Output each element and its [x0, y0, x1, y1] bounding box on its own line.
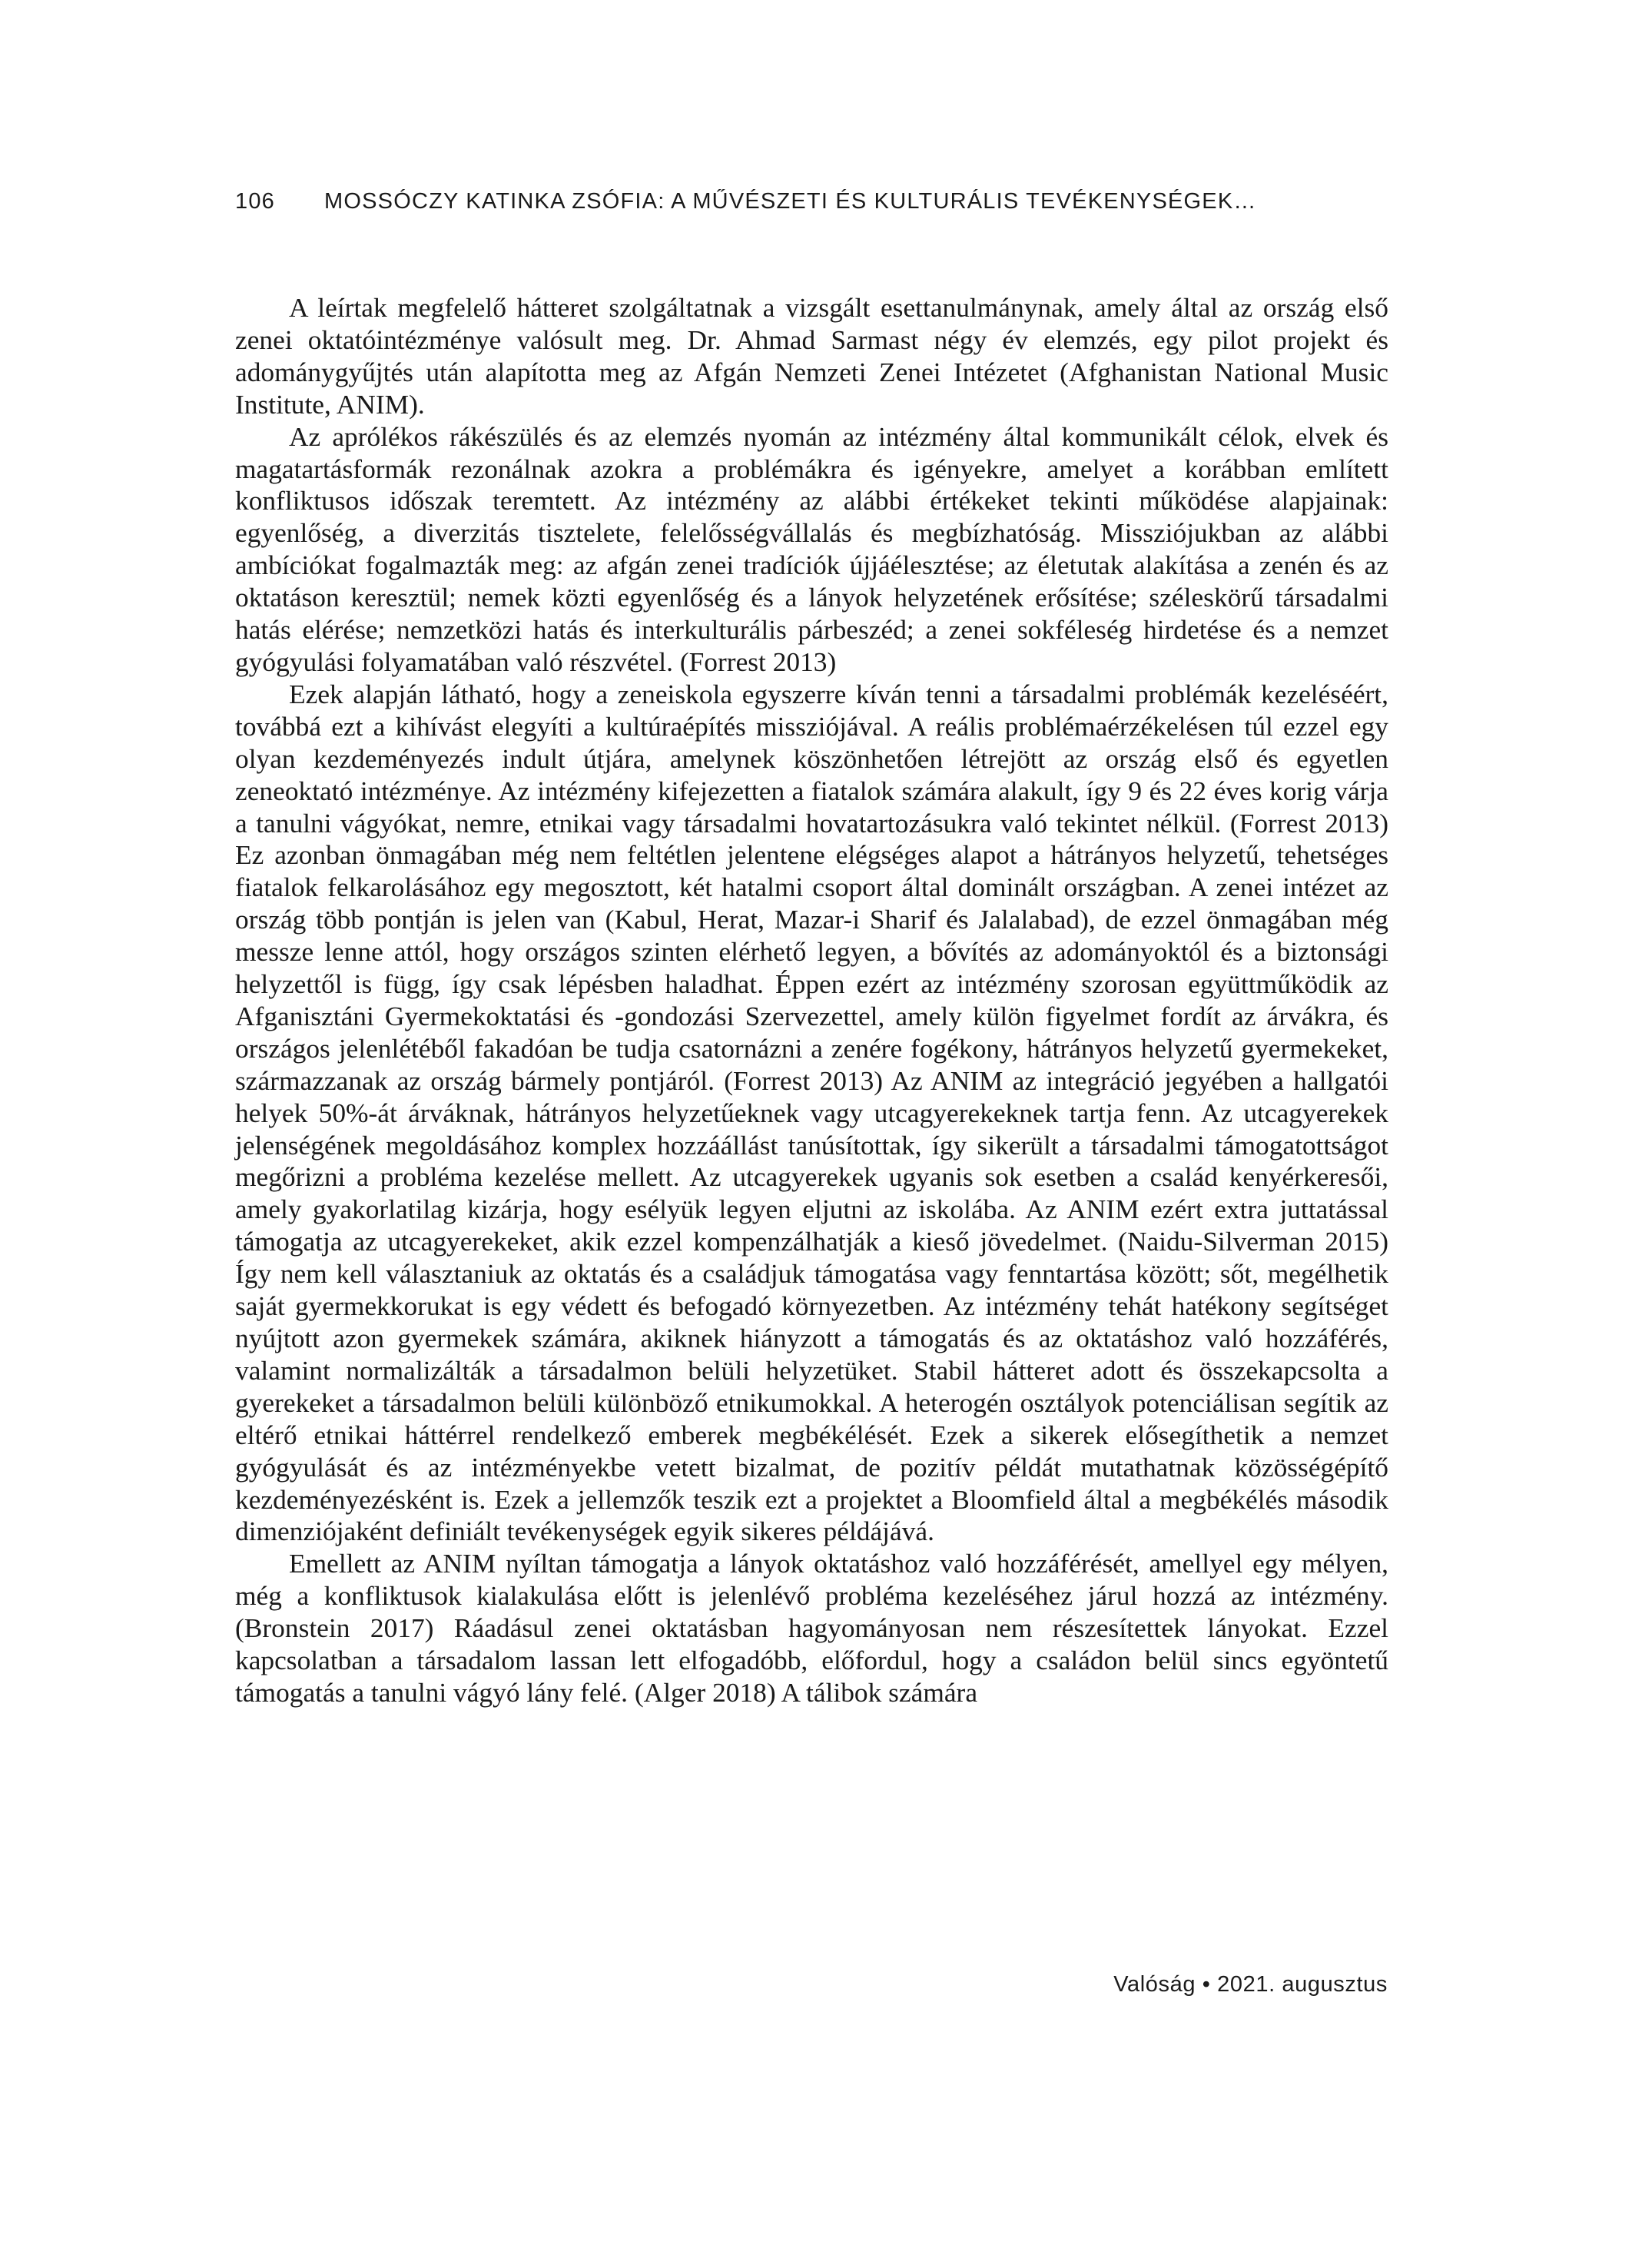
- body-paragraph: Az aprólékos rákészülés és az elemzés nyomán az intézmény által kommunikált célok, elvek és magatartásformák rezonálnak azokra a problémákra és igényekre, amelyet a korábban említett konfliktusos időszak teremtett. Az intézmény az alábbi értékeket tekinti működése alapjainak: egyenlőség, a diverzitás tisztelete, felelősségvállalás és megbízhatóság. Missziójukban az alábbi ambíciókat fogalmazták meg: az afgán zenei tradíciók újjáélesztése; az életutak alakítása a zenén és az oktatáson keresztül; nemek közti egyenlőség és a lányok helyzetének erősítése; széleskörű társadalmi hatás elérése; nemzetközi hatás és interkulturális párbeszéd; a zenei sokféleség hirdetése és a nemzet gyógyulási folyamatában való részvétel. (Forrest 2013): [235, 420, 1388, 677]
- article-body: [235, 292, 1388, 1709]
- body-paragraph: Emellett az ANIM nyíltan támogatja a lányok oktatáshoz való hozzáférését, amellyel egy mélyen, még a konfliktusok kialakulása előtt is jelenlévő probléma kezeléséhez járul hozzá az intézmény. (Bronstein 2017) Ráadásul zenei oktatásban hagyományosan nem részesítettek lányokat. Ezzel kapcsolatban a társadalom lassan lett elfogadóbb, előfordul, hogy a családon belül sincs egyöntetű támogatás a tanulni vágyó lány felé. (Alger 2018) A tálibok számára: [235, 1548, 1388, 1708]
- running-title: MOSSÓCZY KATINKA ZSÓFIA: A MŰVÉSZETI ÉS KULTURÁLIS TEVÉKENYSÉGEK…: [324, 189, 1257, 214]
- page-number: 106: [235, 189, 275, 214]
- running-header: [235, 189, 1388, 214]
- body-paragraph: A leírtak megfelelő hátteret szolgáltatnak a vizsgált esettanulmánynak, amely által az ország első zenei oktatóintézménye valósult meg. Dr. Ahmad Sarmast négy év elemzés, egy pilot projekt és adománygyűjtés után alapította meg az Afgán Nemzeti Zenei Intézetet (Afghanistan National Music Institute, ANIM).: [235, 292, 1388, 420]
- running-footer: Valóság • 2021. augusztus: [1113, 1972, 1388, 1997]
- body-paragraph: Ezek alapján látható, hogy a zeneiskola egyszerre kíván tenni a társadalmi problémák kezeléséért, továbbá ezt a kihívást elegyíti a kultúraépítés missziójával. A reális problémaérzékelésen túl ezzel egy olyan kezdeményezés indult útjára, amelynek köszönhetően létrejött az ország első és egyetlen zeneoktató intézménye. Az intézmény kifejezetten a fiatalok számára alakult, így 9 és 22 éves korig várja a tanulni vágyókat, nemre, etnikai vagy társadalmi hovatartozásukra való tekintet nélkül. (Forrest 2013) Ez azonban önmagában még nem feltétlen jelentene elégséges alapot a hátrányos helyzetű, tehetséges fiatalok felkarolásához egy megosztott, két hatalmi csoport által dominált országban. A zenei intézet az ország több pontján is jelen van (Kabul, Herat, Mazar-i Sharif és Jalalabad), de ezzel önmagában még messze lenne attól, hogy országos szinten elérhető legyen, a bővítés az adományoktól és a biztonsági helyzettől is függ, így csak lépésben haladhat. Éppen ezért az intézmény szorosan együttműködik az Afganisztáni Gyermekoktatási és -gondozási Szervezettel, amely külön figyelmet fordít az árvákra, és országos jelenlétéből fakadóan be tudja csatornázni a zenére fogékony, hátrányos helyzetű gyermekeket, származzanak az ország bármely pontjáról. (Forrest 2013) Az ANIM az integráció jegyében a hallgatói helyek 50%-át árváknak, hátrányos helyzetűeknek vagy utcagyerekeknek tartja fenn. Az utcagyerekek jelenségének megoldásához komplex hozzáállást tanúsítottak, így sikerült a társadalmi támogatottságot megőrizni a probléma kezelése mellett. Az utcagyerekek ugyanis sok esetben a család kenyérkeresői, amely gyakorlatilag kizárja, hogy esélyük legyen eljutni az iskolába. Az ANIM ezért extra juttatással támogatja az utcagyerekeket, akik ezzel kompenzálhatják a kieső jövedelmet. (Naidu-Silverman 2015) Így nem kell választaniuk az oktatás és a családjuk támogatása vagy fenntartása között; sőt, megélhetik saját gyermekkorukat is egy védett és befogadó környezetben. Az intézmény tehát hatékony segítséget nyújtott azon gyermekek számára, akiknek hiányzott a támogatás és az oktatáshoz való hozzáférés, valamint normalizálták a társadalmon belüli helyzetüket. Stabil hátteret adott és összekapcsolta a gyerekeket a társadalmon belüli különböző etnikumokkal. A heterogén osztályok potenciálisan segítik az eltérő etnikai háttérrel rendelkező emberek megbékélését. Ezek a sikerek elősegíthetik a nemzet gyógyulását és az intézményekbe vetett bizalmat, de pozitív példát mutathatnak közösségépítő kezdeményezésként is. Ezek a jellemzők teszik ezt a projektet a Bloomfield által a megbékélés második dimenziójaként definiált tevékenységek egyik sikeres példájává.: [235, 678, 1388, 1547]
